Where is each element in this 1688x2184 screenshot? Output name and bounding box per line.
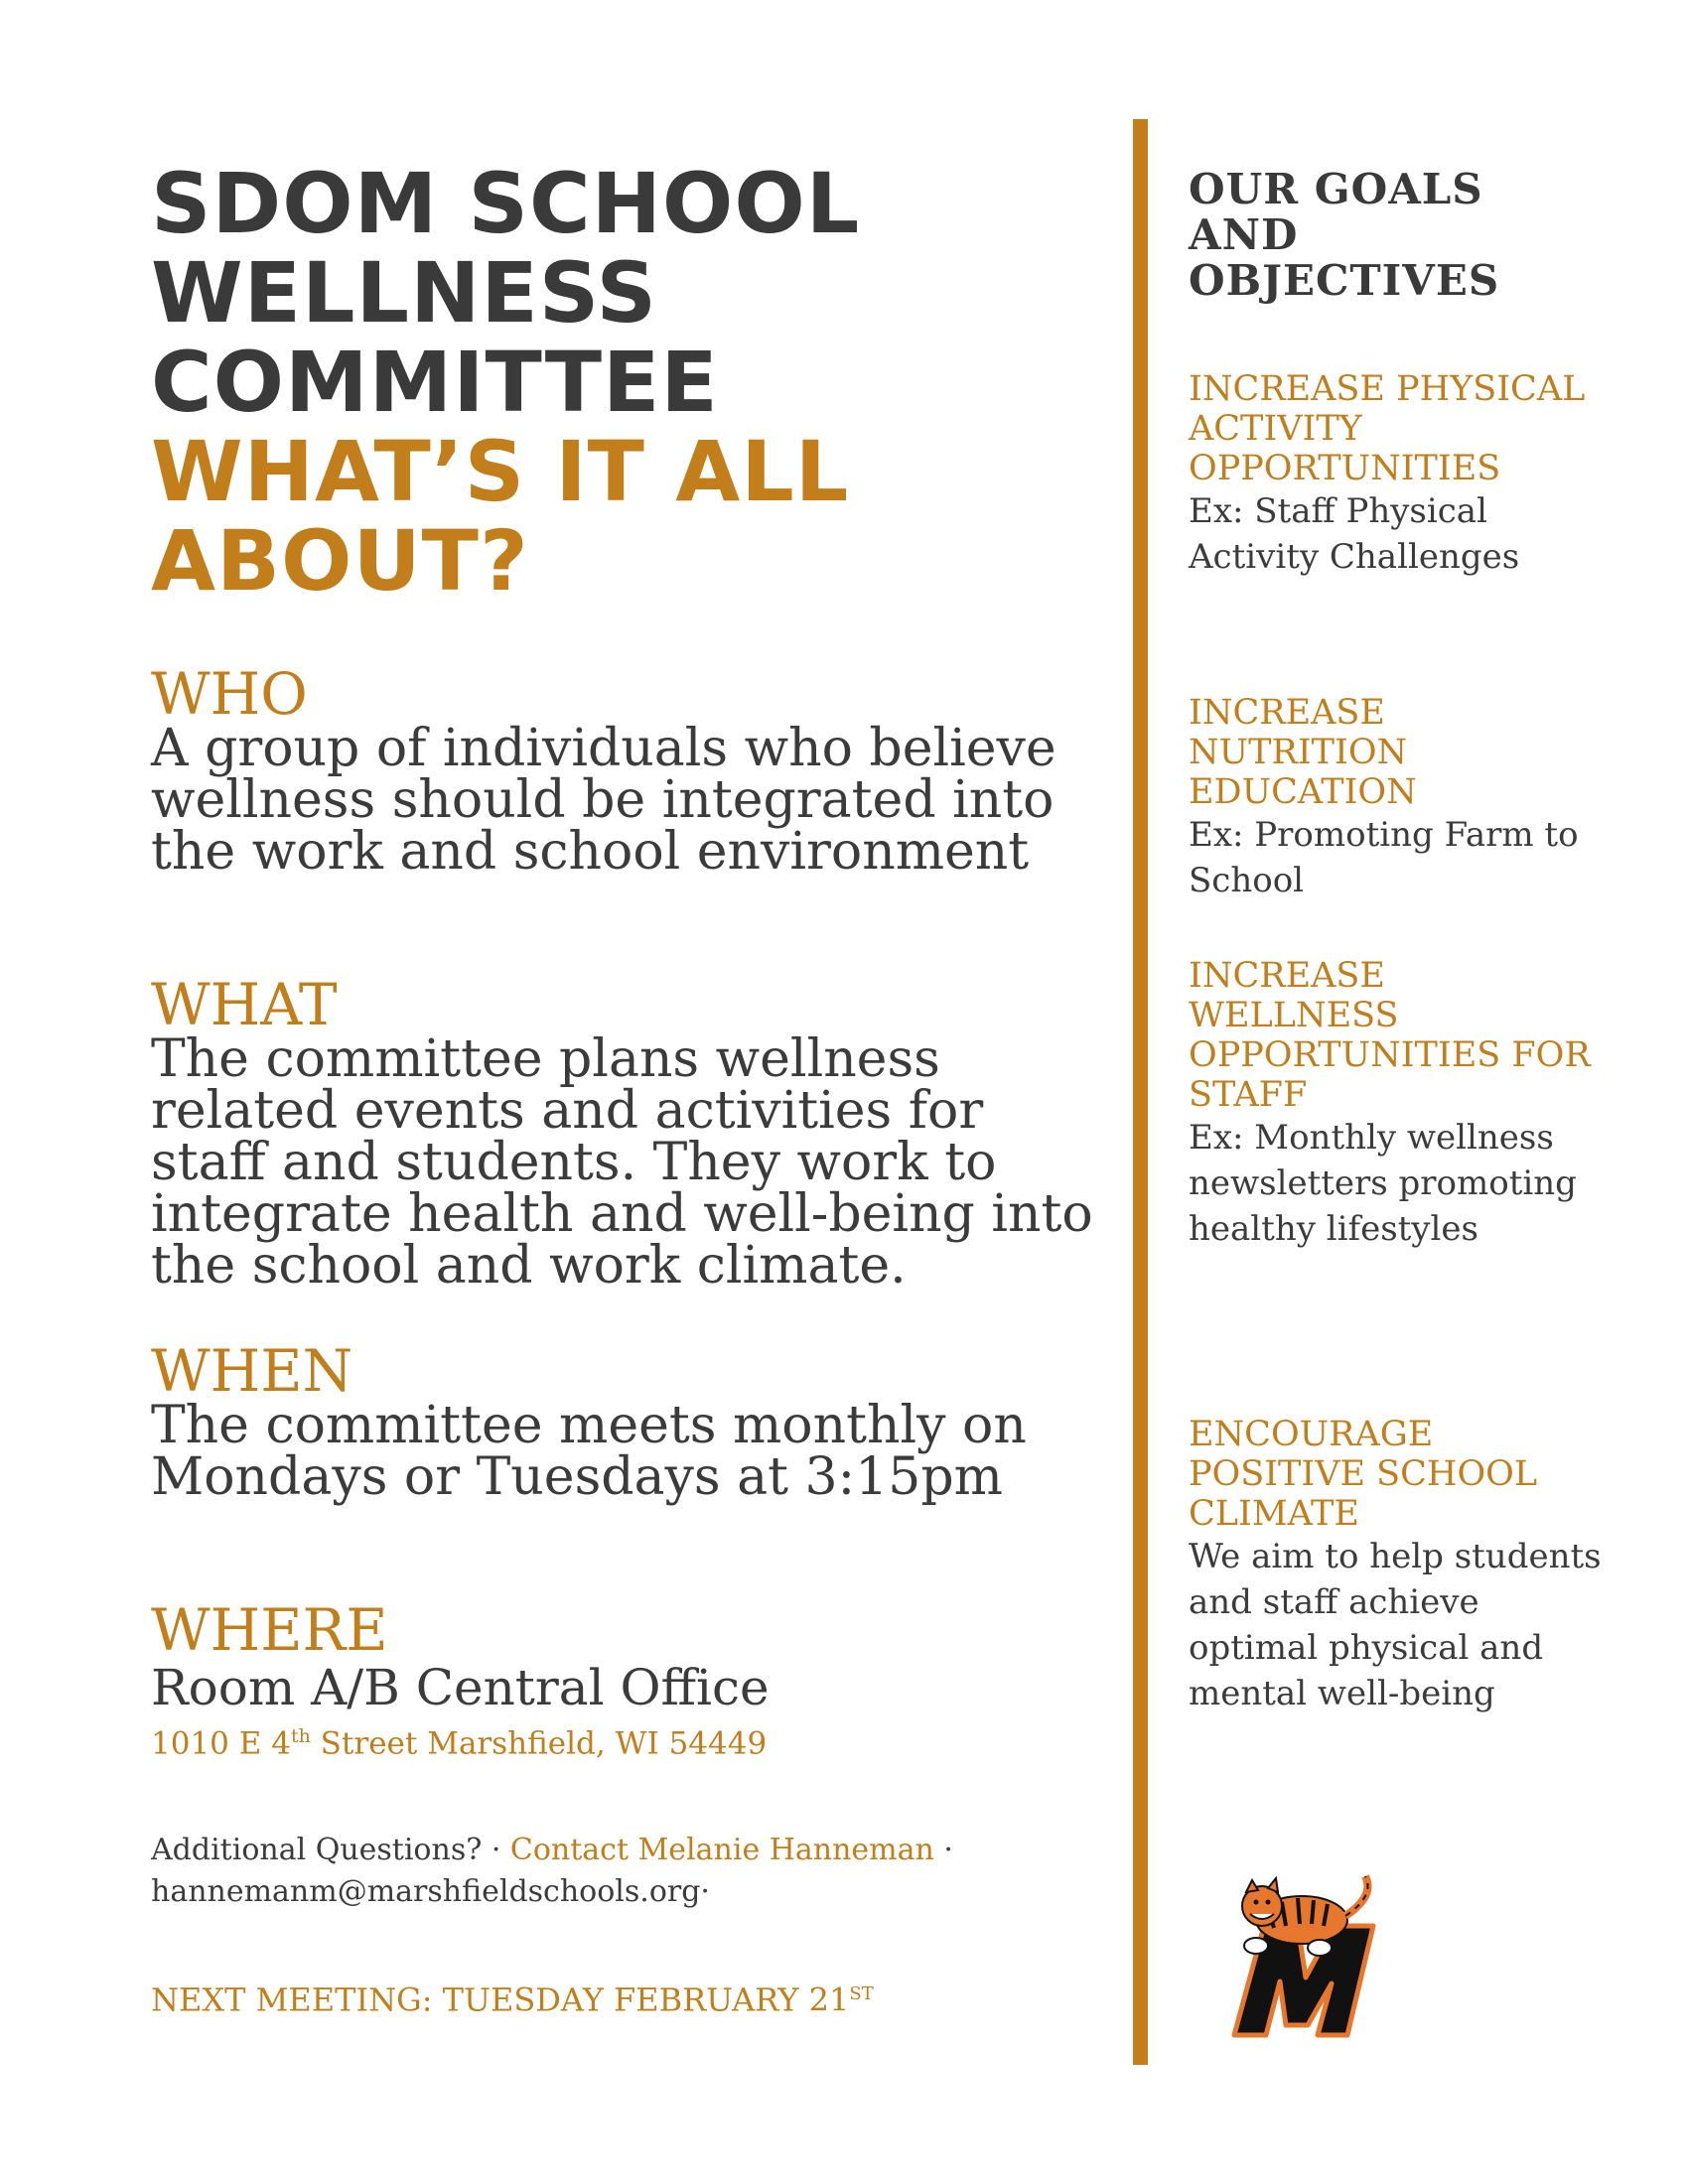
- next-meeting: [151, 1975, 874, 2020]
- what-section: [151, 971, 1104, 1296]
- goal-body: We aim to help students and staff achieve optimal physical and mental well-being: [1189, 1537, 1602, 1713]
- column-divider: [1133, 119, 1148, 2065]
- title-line-4: WHAT’S IT ALL: [151, 423, 850, 520]
- goal-heading: INCREASE PHYSICAL ACTIVITY OPPORTUNITIES: [1189, 369, 1586, 488]
- address-sup: th: [290, 1725, 311, 1747]
- goal-body: Ex: Promoting Farm to School: [1189, 815, 1579, 900]
- when-heading: WHEN: [151, 1337, 353, 1405]
- when-section: [151, 1337, 1104, 1507]
- goal-body: Ex: Monthly wellness newsletters promoting healthy lifestyles: [1189, 1118, 1577, 1249]
- where-heading: WHERE: [151, 1596, 388, 1664]
- tiger-m-logo-svg: [1216, 1866, 1395, 2045]
- contact-name: Contact Melanie Hanneman: [509, 1833, 934, 1867]
- where-section: [151, 1596, 1104, 1763]
- goal-item: [1189, 956, 1606, 1252]
- goal-item: [1189, 369, 1606, 580]
- who-heading: WHO: [151, 660, 308, 728]
- contact-email[interactable]: hannemanm@marshfieldschools.org·: [151, 1874, 710, 1909]
- goals-column: [1189, 165, 1606, 1713]
- address-part-2: Street Marshfield, WI 54449: [310, 1725, 768, 1762]
- contact-block: [151, 1830, 1104, 1913]
- where-address: [151, 1716, 1104, 1763]
- goal-item: [1189, 693, 1606, 903]
- where-room: Room A/B Central Office: [151, 1659, 770, 1716]
- what-heading: WHAT: [151, 971, 338, 1038]
- who-section: [151, 660, 1104, 882]
- next-meeting-text: NEXT MEETING: TUESDAY FEBRUARY 21: [151, 1980, 850, 2019]
- goal-body: Ex: Staff Physical Activity Challenges: [1189, 491, 1520, 577]
- what-body: The committee plans wellness related events and activities for staff and students. They work to integrate health and well-being into the school and work climate.: [151, 1029, 1093, 1296]
- contact-questions: Additional Questions? ·: [151, 1833, 510, 1867]
- goal-heading: INCREASE NUTRITION EDUCATION: [1189, 693, 1417, 812]
- left-column: [151, 155, 1104, 2019]
- page-title: [151, 155, 1104, 610]
- when-body: The committee meets monthly on Mondays or Tuesdays at 3:15pm: [151, 1396, 1027, 1507]
- title-line-1: SDOM SCHOOL: [151, 155, 861, 252]
- goal-heading: ENCOURAGE POSITIVE SCHOOL CLIMATE: [1189, 1415, 1538, 1534]
- contact-separator: ·: [933, 1833, 953, 1867]
- goals-title: OUR GOALS AND OBJECTIVES: [1189, 165, 1500, 305]
- tiger-m-logo-icon: [1216, 1866, 1395, 2045]
- next-meeting-sup: ST: [849, 1983, 874, 2004]
- goal-item: [1189, 1415, 1606, 1716]
- title-line-3: COMMITTEE: [151, 334, 719, 431]
- address-part-1: 1010 E 4: [151, 1725, 291, 1762]
- goal-heading: INCREASE WELLNESS OPPORTUNITIES FOR STAFF: [1189, 956, 1591, 1115]
- title-line-5: ABOUT?: [151, 512, 529, 610]
- title-line-2: WELLNESS: [151, 244, 657, 341]
- who-body: A group of individuals who believe wellness should be integrated into the work and school environment: [151, 719, 1056, 882]
